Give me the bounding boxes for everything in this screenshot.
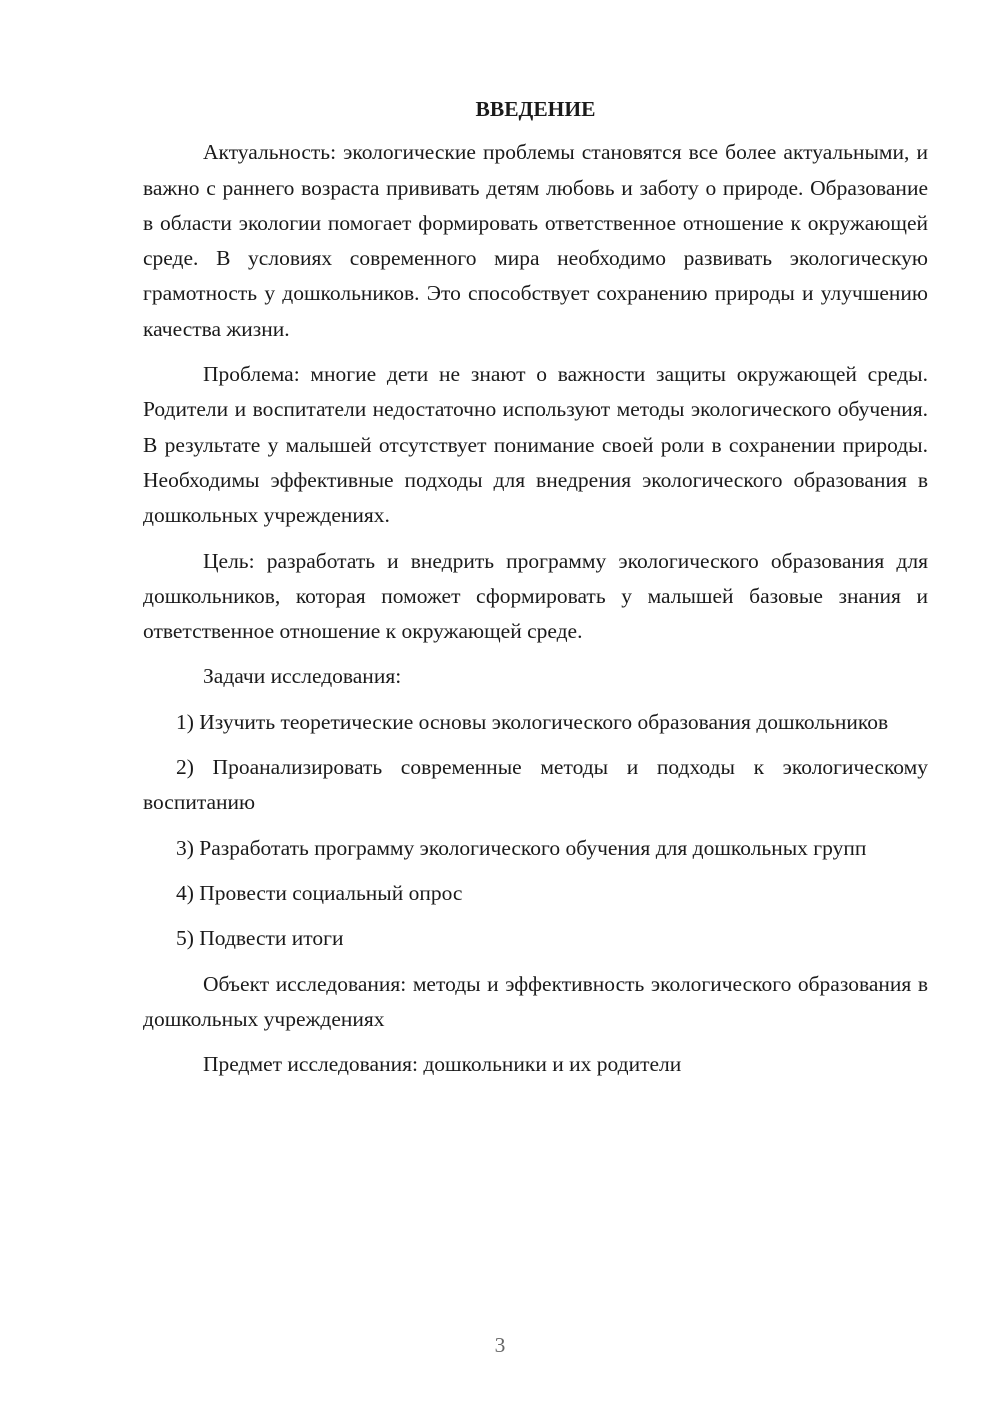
problem-paragraph: Проблема: многие дети не знают о важности защиты окружающей среды. Родители и воспитатели недостаточно используют методы экологического обучения. В результате у малышей отсутствует понимание своей роли в сохранении природы. Необходимы эффективные подходы для внедрения экологического образования в дошкольных учреждениях. — [143, 362, 928, 528]
object-paragraph: Объект исследования: методы и эффективность экологического образования в дошкольных учреждениях — [143, 971, 928, 1031]
task-item: 2) Проанализировать современные методы и подходы к экологическому воспитанию — [143, 755, 928, 815]
task-item: 5) Подвести итоги — [176, 926, 344, 951]
document-body — [143, 92, 928, 1092]
task-item: 4) Провести социальный опрос — [176, 880, 463, 905]
task-item: 1) Изучить теоретические основы экологического образования дошкольников — [176, 709, 889, 734]
tasks-heading: Задачи исследования: — [203, 664, 402, 689]
task-item: 3) Разработать программу экологического обучения для дошкольных групп — [176, 835, 867, 860]
relevance-paragraph: Актуальность: экологические проблемы становятся все более актуальными, и важно с раннего возраста прививать детям любовь и заботу о природе. Образование в области экологии помогает формировать ответственное отношение к окружающей среде. В условиях современного мира необходимо развивать экологическую грамотность у дошкольников. Это способствует сохранению природы и улучшению качества жизни. — [143, 140, 928, 341]
page-number: 3 — [494, 1333, 506, 1357]
subject-paragraph: Предмет исследования: дошкольники и их родители — [203, 1052, 682, 1077]
goal-paragraph: Цель: разработать и внедрить программу экологического образования для дошкольников, которая поможет сформировать у малышей базовые знания и ответственное отношение к окружающей среде. — [143, 548, 928, 644]
section-heading: ВВЕДЕНИЕ — [475, 97, 596, 121]
